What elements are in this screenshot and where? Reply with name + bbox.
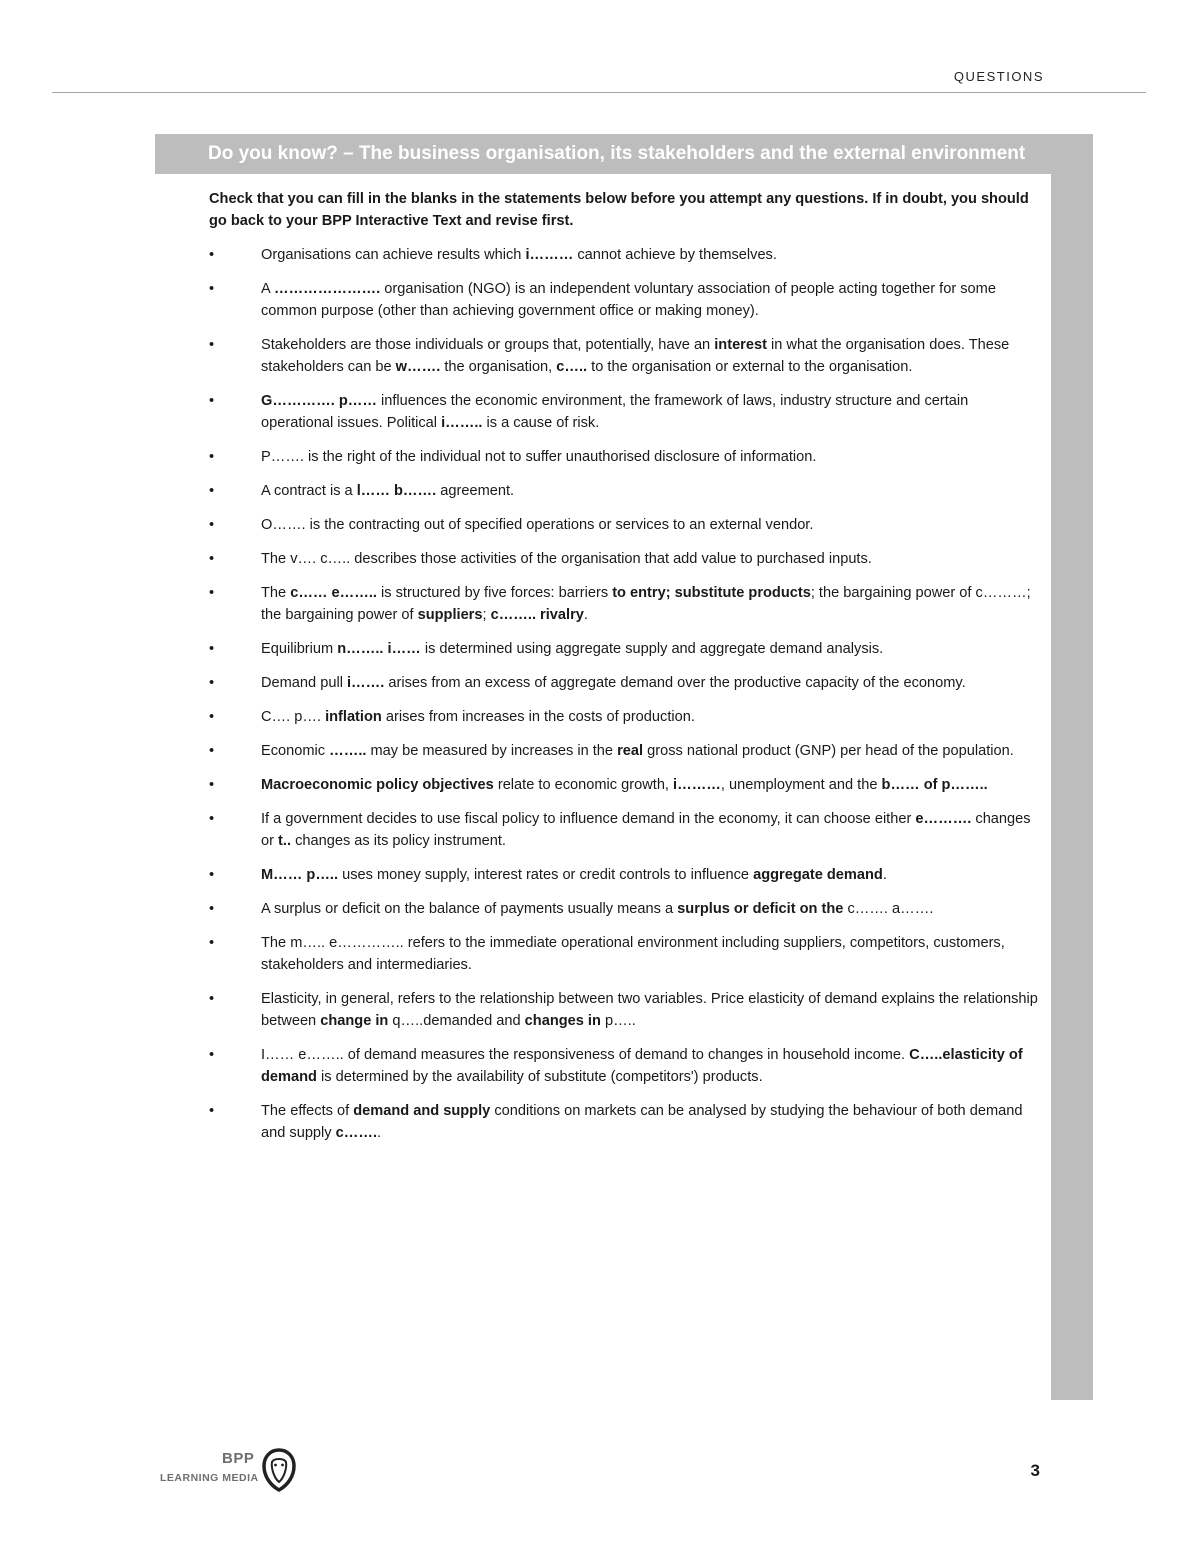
blank-term: i………	[525, 247, 574, 263]
item-text: A contract is a	[261, 483, 357, 499]
item-text: If a government decides to use fiscal policy to influence demand in the economy, it can choose either	[261, 811, 916, 827]
item-text: C…. p….	[261, 709, 326, 725]
item-text: .	[583, 607, 588, 623]
blank-term: M…… p…..	[261, 867, 339, 883]
bullet-icon: •	[209, 337, 215, 353]
item-text: .	[882, 867, 887, 883]
item-text: is determined using aggregate supply and aggregate demand analysis.	[420, 641, 884, 657]
item-text: the organisation,	[440, 359, 557, 375]
bullet-icon: •	[209, 483, 215, 499]
item-text: Organisations can achieve results which	[261, 247, 526, 263]
box-intro: Check that you can fill in the blanks in the statements below before you attempt any questions. If in doubt, you should go back to your BPP Interactive Text and revise first.	[209, 191, 1029, 229]
bpp-logo	[160, 1448, 300, 1492]
blank-term: i…….	[347, 675, 385, 691]
list-item	[209, 1100, 1043, 1144]
bullet-icon: •	[209, 641, 215, 657]
blank-term: change in	[320, 1013, 389, 1029]
item-text: q…..demanded and	[388, 1013, 525, 1029]
item-text: Equilibrium	[261, 641, 338, 657]
item-text: is structured by five forces: barriers	[376, 585, 613, 601]
list-item	[209, 988, 1043, 1032]
blank-term: ……..	[329, 743, 367, 759]
item-text: The effects of	[261, 1103, 354, 1119]
item-text: Demand pull	[261, 675, 347, 691]
bullet-icon: •	[209, 585, 215, 601]
blank-term: n…….. i……	[337, 641, 421, 657]
bullet-icon: •	[209, 517, 215, 533]
item-text: The m….. e………….. refers to the immediate operational environment including suppliers, competitors, customers, stakeholders and intermediaries.	[261, 935, 1005, 973]
box-content	[209, 188, 1043, 1156]
item-text: A surplus or deficit on the balance of payments usually means a	[261, 901, 678, 917]
list-item	[209, 672, 1043, 694]
logo-name: BPP	[222, 1450, 255, 1467]
bullet-icon: •	[209, 1047, 215, 1063]
bullet-icon: •	[209, 867, 215, 883]
blank-term: surplus or deficit on the	[677, 901, 844, 917]
running-head: QUESTIONS	[953, 69, 1044, 84]
item-text: to the organisation or external to the organisation.	[587, 359, 913, 375]
item-text: ;	[482, 607, 491, 623]
box-title: Do you know? – The business organisation, its stakeholders and the external environment	[155, 134, 1093, 174]
list-item	[209, 278, 1043, 322]
blank-term: c…… e……..	[290, 585, 377, 601]
item-text: arises from increases in the costs of production.	[381, 709, 695, 725]
item-text: .	[377, 1125, 382, 1141]
bullet-icon: •	[209, 675, 215, 691]
bullet-icon: •	[209, 935, 215, 951]
list-item	[209, 334, 1043, 378]
bullet-icon: •	[209, 901, 215, 917]
bullet-icon: •	[209, 247, 215, 263]
item-text: agreement.	[436, 483, 515, 499]
item-text: organisation (NGO) is an independent voluntary association of people acting together for some common purpose (other than achieving government office or making money).	[261, 281, 996, 319]
item-text: I…… e…….. of demand measures the responsiveness of demand to changes in household income.	[261, 1047, 910, 1063]
item-text: conditions on markets can be analysed by studying the behaviour of both demand and supply	[261, 1103, 1023, 1141]
bullet-icon: •	[209, 991, 215, 1007]
item-text: in what the organisation does. These stakeholders can be	[261, 337, 1010, 375]
header-rule	[52, 92, 1146, 93]
list-item	[209, 808, 1043, 852]
list-item	[209, 446, 1043, 468]
item-text: cannot achieve by themselves.	[573, 247, 777, 263]
item-text: P……. is the right of the individual not to suffer unauthorised disclosure of information.	[261, 449, 817, 465]
list-item	[209, 864, 1043, 886]
bullet-icon: •	[209, 743, 215, 759]
item-text: Stakeholders are those individuals or groups that, potentially, have an	[261, 337, 715, 353]
blank-term: i……..	[441, 415, 483, 431]
blank-term: interest	[714, 337, 767, 353]
blank-term: C…..elasticity of demand	[261, 1047, 1023, 1085]
item-text: ; the bargaining power of c………; the bargaining power of	[261, 585, 1031, 623]
list-item	[209, 774, 1043, 796]
list-item	[209, 638, 1043, 660]
blank-term: b…… of p……..	[881, 777, 988, 793]
blank-term: suppliers	[417, 607, 483, 623]
list-item	[209, 706, 1043, 728]
item-text: may be measured by increases in the	[366, 743, 618, 759]
item-text: is a cause of risk.	[482, 415, 600, 431]
blank-term: t..	[278, 833, 292, 849]
bullet-icon: •	[209, 709, 215, 725]
list-item	[209, 740, 1043, 762]
blank-term: inflation	[325, 709, 382, 725]
item-text: c……. a…….	[843, 901, 934, 917]
bullet-icon: •	[209, 811, 215, 827]
blank-term: e……….	[915, 811, 972, 827]
bullet-icon: •	[209, 393, 215, 409]
bullet-icon: •	[209, 1103, 215, 1119]
item-text: arises from an excess of aggregate demand over the productive capacity of the economy.	[384, 675, 966, 691]
blank-term: real	[617, 743, 644, 759]
blank-term: c…….. rivalry	[490, 607, 584, 623]
blank-term: aggregate demand	[753, 867, 883, 883]
blank-term: c…….	[335, 1125, 378, 1141]
list-item	[209, 480, 1043, 502]
item-text: Elasticity, in general, refers to the relationship between two variables. Price elasticity of demand explains the relationship between	[261, 991, 1038, 1029]
bullet-icon: •	[209, 551, 215, 567]
item-text: The v…. c….. describes those activities of the organisation that add value to purchased inputs.	[261, 551, 872, 567]
box-side-bar	[1051, 174, 1093, 1400]
item-text: , unemployment and the	[720, 777, 882, 793]
list-item	[209, 582, 1043, 626]
blank-term: G…………. p……	[261, 393, 377, 409]
item-text: A	[261, 281, 274, 297]
item-text: gross national product (GNP) per head of the population.	[643, 743, 1014, 759]
lion-head-icon	[260, 1448, 298, 1492]
item-text: O……. is the contracting out of specified operations or services to an external vendor.	[261, 517, 814, 533]
item-text: Economic	[261, 743, 330, 759]
item-text: is determined by the availability of substitute (competitors') products.	[316, 1069, 763, 1085]
item-text: changes as its policy instrument.	[291, 833, 506, 849]
item-text: p…..	[600, 1013, 636, 1029]
bullet-icon: •	[209, 449, 215, 465]
blank-term: i………	[673, 777, 721, 793]
list-item	[209, 244, 1043, 266]
logo-subtitle: LEARNING MEDIA	[160, 1472, 259, 1484]
item-text: changes or	[261, 811, 1031, 849]
bullet-icon: •	[209, 777, 215, 793]
item-text: relate to economic growth,	[493, 777, 674, 793]
fill-in-blanks-list	[209, 244, 1043, 1144]
blank-term: changes in	[524, 1013, 601, 1029]
item-text: influences the economic environment, the framework of laws, industry structure and certain operational issues. Political	[261, 393, 969, 431]
item-text: uses money supply, interest rates or credit controls to influence	[338, 867, 754, 883]
list-item	[209, 932, 1043, 976]
list-item	[209, 514, 1043, 536]
page-number: 3	[1030, 1461, 1040, 1480]
blank-term: w…….	[395, 359, 441, 375]
blank-term: Macroeconomic policy objectives	[261, 777, 494, 793]
list-item	[209, 898, 1043, 920]
blank-term: l…… b…….	[356, 483, 437, 499]
blank-term: demand and supply	[353, 1103, 491, 1119]
list-item	[209, 390, 1043, 434]
bullet-icon: •	[209, 281, 215, 297]
item-text: The	[261, 585, 291, 601]
list-item	[209, 1044, 1043, 1088]
blank-term: ………………….	[273, 281, 381, 297]
list-item	[209, 548, 1043, 570]
blank-term: to entry; substitute products	[612, 585, 811, 601]
blank-term: c…..	[556, 359, 588, 375]
